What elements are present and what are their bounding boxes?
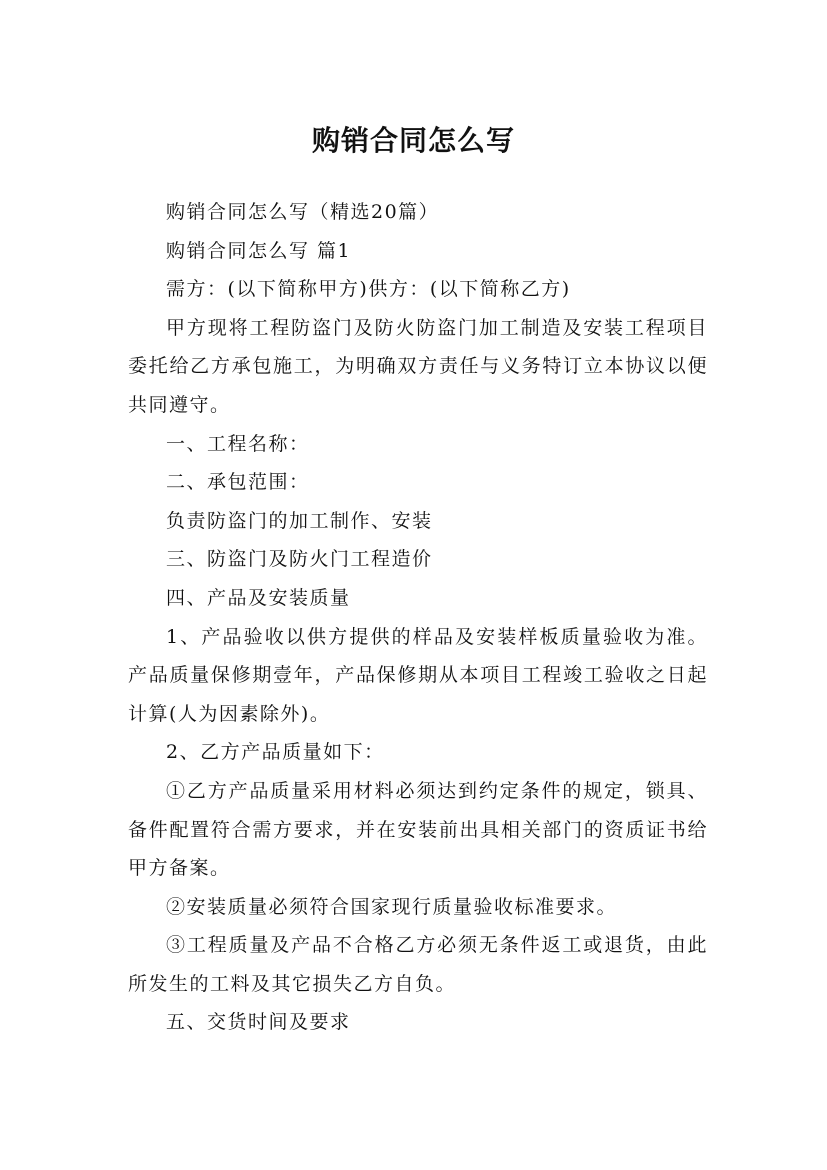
quality-item-2: 2、乙方产品质量如下： [166,741,385,764]
quality-item-1: 1、产品验收以供方提供的样品及安装样板质量验收为准。产品质量保修期壹年，产品保修期从本项目工程竣工验收之日起计算(人为因素除外)。 [128,625,708,725]
scope-heading: 二、承包范围： [166,471,310,494]
document-title: 购销合同怎么写 [311,123,515,157]
intro-paragraph: 甲方现将工程防盗门及防火防盗门加工制造及安装工程项目委托给乙方承包施工，为明确双方责任与义务特订立本协议以便共同遵守。 [128,316,708,416]
section-heading-paragraph: 购销合同怎么写 篇1 [166,239,352,262]
quality-heading: 四、产品及安装质量 [166,586,351,609]
subtitle-paragraph: 购销合同怎么写（精选20篇） [166,201,440,223]
delivery-heading: 五、交货时间及要求 [166,1011,351,1034]
parties-paragraph: 需方：(以下简称甲方)供方：(以下简称乙方) [166,278,571,301]
quality-subitem-3: ③工程质量及产品不合格乙方必须无条件返工或退货，由此所发生的工料及其它损失乙方自负。 [128,934,708,995]
document-body [128,193,708,1042]
quality-subitem-1: ①乙方产品质量采用材料必须达到约定条件的规定，锁具、备件配置符合需方要求，并在安装前出具相关部门的资质证书给甲方备案。 [128,779,708,880]
scope-paragraph: 负责防盗门的加工制作、安装 [166,509,433,532]
cost-heading: 三、防盗门及防火门工程造价 [166,548,433,571]
project-name-heading: 一、工程名称： [166,432,310,455]
quality-subitem-2: ②安装质量必须符合国家现行质量验收标准要求。 [166,895,618,918]
